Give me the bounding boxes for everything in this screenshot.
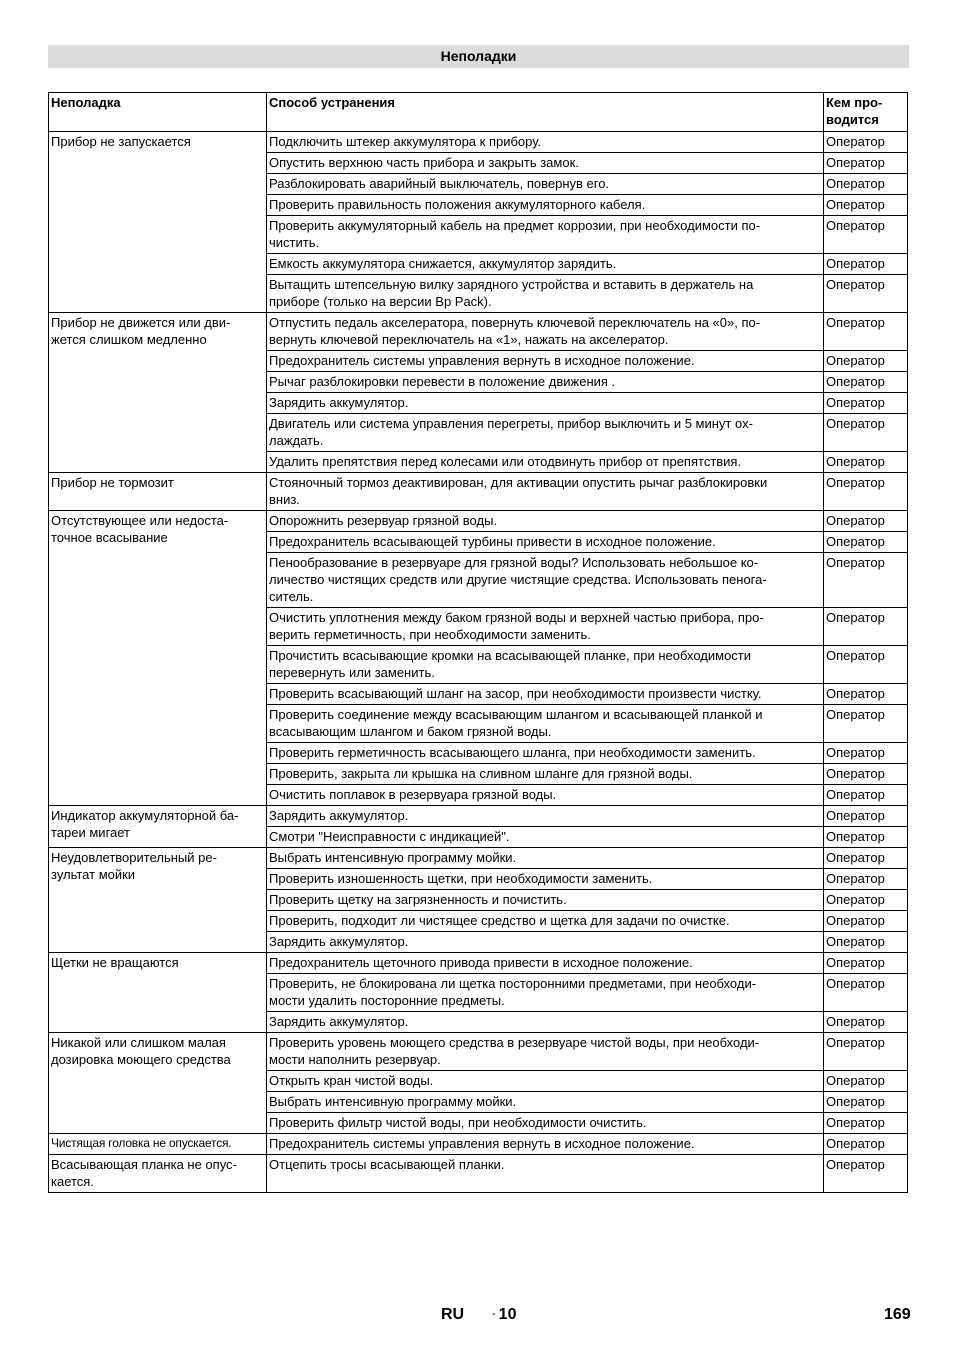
remedy-cell: Проверить щетку на загрязненность и почистить.	[267, 890, 824, 911]
remedy-cell: Пенообразование в резервуаре для грязной воды? Использовать небольшое ко- личество чистящих средств или другие чистящие средства. Использовать пенога- ситель.	[267, 553, 824, 608]
performed-by-cell: Оператор	[824, 827, 908, 848]
performed-by-cell: Оператор	[824, 216, 908, 254]
performed-by-cell: Оператор	[824, 313, 908, 351]
remedy-cell: Двигатель или система управления перегреты, прибор выключить и 5 минут ох- лаждать.	[267, 414, 824, 452]
performed-by-cell: Оператор	[824, 869, 908, 890]
performed-by-cell: Оператор	[824, 785, 908, 806]
remedy-cell: Удалить препятствия перед колесами или отодвинуть прибор от препятствия.	[267, 452, 824, 473]
performed-by-cell: Оператор	[824, 532, 908, 553]
remedy-cell: Опустить верхнюю часть прибора и закрыть замок.	[267, 153, 824, 174]
remedy-cell: Проверить, подходит ли чистящее средство и щетка для задачи по очистке.	[267, 911, 824, 932]
table-row	[49, 1155, 908, 1193]
fault-cell: Щетки не вращаются	[49, 953, 267, 1033]
table-row	[49, 848, 908, 869]
remedy-cell: Проверить всасывающий шланг на засор, при необходимости произвести чистку.	[267, 684, 824, 705]
table-body	[49, 132, 908, 1193]
performed-by-cell: Оператор	[824, 764, 908, 785]
fault-cell: Всасывающая планка не опус- кается.	[49, 1155, 267, 1193]
table-row	[49, 511, 908, 532]
footer-section-page	[492, 1306, 516, 1324]
performed-by-cell: Оператор	[824, 974, 908, 1012]
remedy-cell: Проверить правильность положения аккумуляторного кабеля.	[267, 195, 824, 216]
performed-by-cell: Оператор	[824, 132, 908, 153]
remedy-cell: Прочистить всасывающие кромки на всасывающей планке, при необходимости перевернуть или заменить.	[267, 646, 824, 684]
remedy-cell: Вытащить штепсельную вилку зарядного устройства и вставить в держатель на приборе (только на версии Bp Pack).	[267, 275, 824, 313]
table-row	[49, 313, 908, 351]
section-title: Неполадки	[440, 48, 517, 64]
table-row	[49, 1033, 908, 1071]
remedy-cell: Зарядить аккумулятор.	[267, 1012, 824, 1033]
remedy-cell: Очистить уплотнения между баком грязной воды и верхней частью прибора, про- верить герметичность, при необходимости заменить.	[267, 608, 824, 646]
fault-cell: Прибор не запускается	[49, 132, 267, 313]
remedy-cell: Отцепить тросы всасывающей планки.	[267, 1155, 824, 1193]
performed-by-cell: Оператор	[824, 911, 908, 932]
performed-by-cell: Оператор	[824, 452, 908, 473]
fault-cell: Никакой или слишком малая дозировка моющего средства	[49, 1033, 267, 1134]
performed-by-cell: Оператор	[824, 646, 908, 684]
remedy-cell: Проверить герметичность всасывающего шланга, при необходимости заменить.	[267, 743, 824, 764]
remedy-cell: Рычаг разблокировки перевести в положение движения .	[267, 372, 824, 393]
performed-by-cell: Оператор	[824, 1134, 908, 1155]
performed-by-cell: Оператор	[824, 953, 908, 974]
performed-by-cell: Оператор	[824, 473, 908, 511]
performed-by-cell: Оператор	[824, 890, 908, 911]
remedy-cell: Предохранитель системы управления вернуть в исходное положение.	[267, 1134, 824, 1155]
footer-language: RU	[441, 1306, 465, 1323]
remedy-cell: Предохранитель всасывающей турбины привести в исходное положение.	[267, 532, 824, 553]
performed-by-cell: Оператор	[824, 1113, 908, 1134]
performed-by-cell: Оператор	[824, 1092, 908, 1113]
performed-by-cell: Оператор	[824, 806, 908, 827]
footer-page-number: 169	[884, 1306, 911, 1323]
performed-by-cell: Оператор	[824, 511, 908, 532]
performed-by-cell: Оператор	[824, 1012, 908, 1033]
performed-by-cell: Оператор	[824, 195, 908, 216]
performed-by-cell: Оператор	[824, 1155, 908, 1193]
performed-by-cell: Оператор	[824, 684, 908, 705]
remedy-cell: Проверить соединение между всасывающим шлангом и всасывающей планкой и всасывающим шлангом и баком грязной воды.	[267, 705, 824, 743]
remedy-cell: Выбрать интенсивную программу мойки.	[267, 1092, 824, 1113]
remedy-cell: Проверить фильтр чистой воды, при необходимости очистить.	[267, 1113, 824, 1134]
performed-by-cell: Оператор	[824, 414, 908, 452]
table-row	[49, 806, 908, 827]
remedy-cell: Проверить уровень моющего средства в резервуаре чистой воды, при необходи- мости наполнить резервуар.	[267, 1033, 824, 1071]
column-header-fault: Неполадка	[49, 93, 267, 132]
remedy-cell: Проверить изношенность щетки, при необходимости заменить.	[267, 869, 824, 890]
performed-by-cell: Оператор	[824, 372, 908, 393]
remedy-cell: Проверить, не блокирована ли щетка посторонними предметами, при необходи- мости удалить посторонние предметы.	[267, 974, 824, 1012]
fault-cell: Неудовлетворительный ре- зультат мойки	[49, 848, 267, 953]
remedy-cell: Смотри "Неисправности с индикацией".	[267, 827, 824, 848]
column-header-remedy: Способ устранения	[267, 93, 824, 132]
remedy-cell: Отпустить педаль акселератора, повернуть ключевой переключатель на «0», по- вернуть ключевой переключатель на «1», нажать на акселератор.	[267, 313, 824, 351]
fault-cell: Индикатор аккумуляторной ба- тареи мигает	[49, 806, 267, 848]
remedy-cell: Проверить аккумуляторный кабель на предмет коррозии, при необходимости по- чистить.	[267, 216, 824, 254]
performed-by-cell: Оператор	[824, 174, 908, 195]
table-row	[49, 132, 908, 153]
remedy-cell: Зарядить аккумулятор.	[267, 932, 824, 953]
table-row	[49, 1134, 908, 1155]
remedy-cell: Разблокировать аварийный выключатель, повернув его.	[267, 174, 824, 195]
remedy-cell: Зарядить аккумулятор.	[267, 393, 824, 414]
performed-by-cell: Оператор	[824, 1071, 908, 1092]
remedy-cell: Опорожнить резервуар грязной воды.	[267, 511, 824, 532]
performed-by-cell: Оператор	[824, 153, 908, 174]
performed-by-cell: Оператор	[824, 351, 908, 372]
remedy-cell: Предохранитель системы управления вернуть в исходное положение.	[267, 351, 824, 372]
fault-cell: Чистящая головка не опускается.	[49, 1134, 267, 1155]
performed-by-cell: Оператор	[824, 705, 908, 743]
table-row	[49, 473, 908, 511]
remedy-cell: Очистить поплавок в резервуара грязной воды.	[267, 785, 824, 806]
footer-section-number: 10	[498, 1306, 517, 1323]
remedy-cell: Подключить штекер аккумулятора к прибору.	[267, 132, 824, 153]
fault-cell: Прибор не тормозит	[49, 473, 267, 511]
fault-cell: Отсутствующее или недоста- точное всасывание	[49, 511, 267, 806]
performed-by-cell: Оператор	[824, 1033, 908, 1071]
performed-by-cell: Оператор	[824, 932, 908, 953]
performed-by-cell: Оператор	[824, 743, 908, 764]
fault-cell: Прибор не движется или дви- жется слишком медленно	[49, 313, 267, 473]
performed-by-cell: Оператор	[824, 275, 908, 313]
remedy-cell: Зарядить аккумулятор.	[267, 806, 824, 827]
remedy-cell: Предохранитель щеточного привода привести в исходное положение.	[267, 953, 824, 974]
performed-by-cell: Оператор	[824, 553, 908, 608]
performed-by-cell: Оператор	[824, 848, 908, 869]
performed-by-cell: Оператор	[824, 254, 908, 275]
column-header-by: Кем про- водится	[824, 93, 908, 132]
footer-page-dash: -	[492, 1308, 496, 1320]
remedy-cell: Проверить, закрыта ли крышка на сливном шланге для грязной воды.	[267, 764, 824, 785]
troubleshooting-table	[48, 92, 908, 1193]
remedy-cell: Открыть кран чистой воды.	[267, 1071, 824, 1092]
section-header	[48, 45, 909, 68]
table-header-row	[49, 93, 908, 132]
remedy-cell: Выбрать интенсивную программу мойки.	[267, 848, 824, 869]
performed-by-cell: Оператор	[824, 608, 908, 646]
remedy-cell: Стояночный тормоз деактивирован, для активации опустить рычаг разблокировки вниз.	[267, 473, 824, 511]
remedy-cell: Емкость аккумулятора снижается, аккумулятор зарядить.	[267, 254, 824, 275]
performed-by-cell: Оператор	[824, 393, 908, 414]
table-row	[49, 953, 908, 974]
